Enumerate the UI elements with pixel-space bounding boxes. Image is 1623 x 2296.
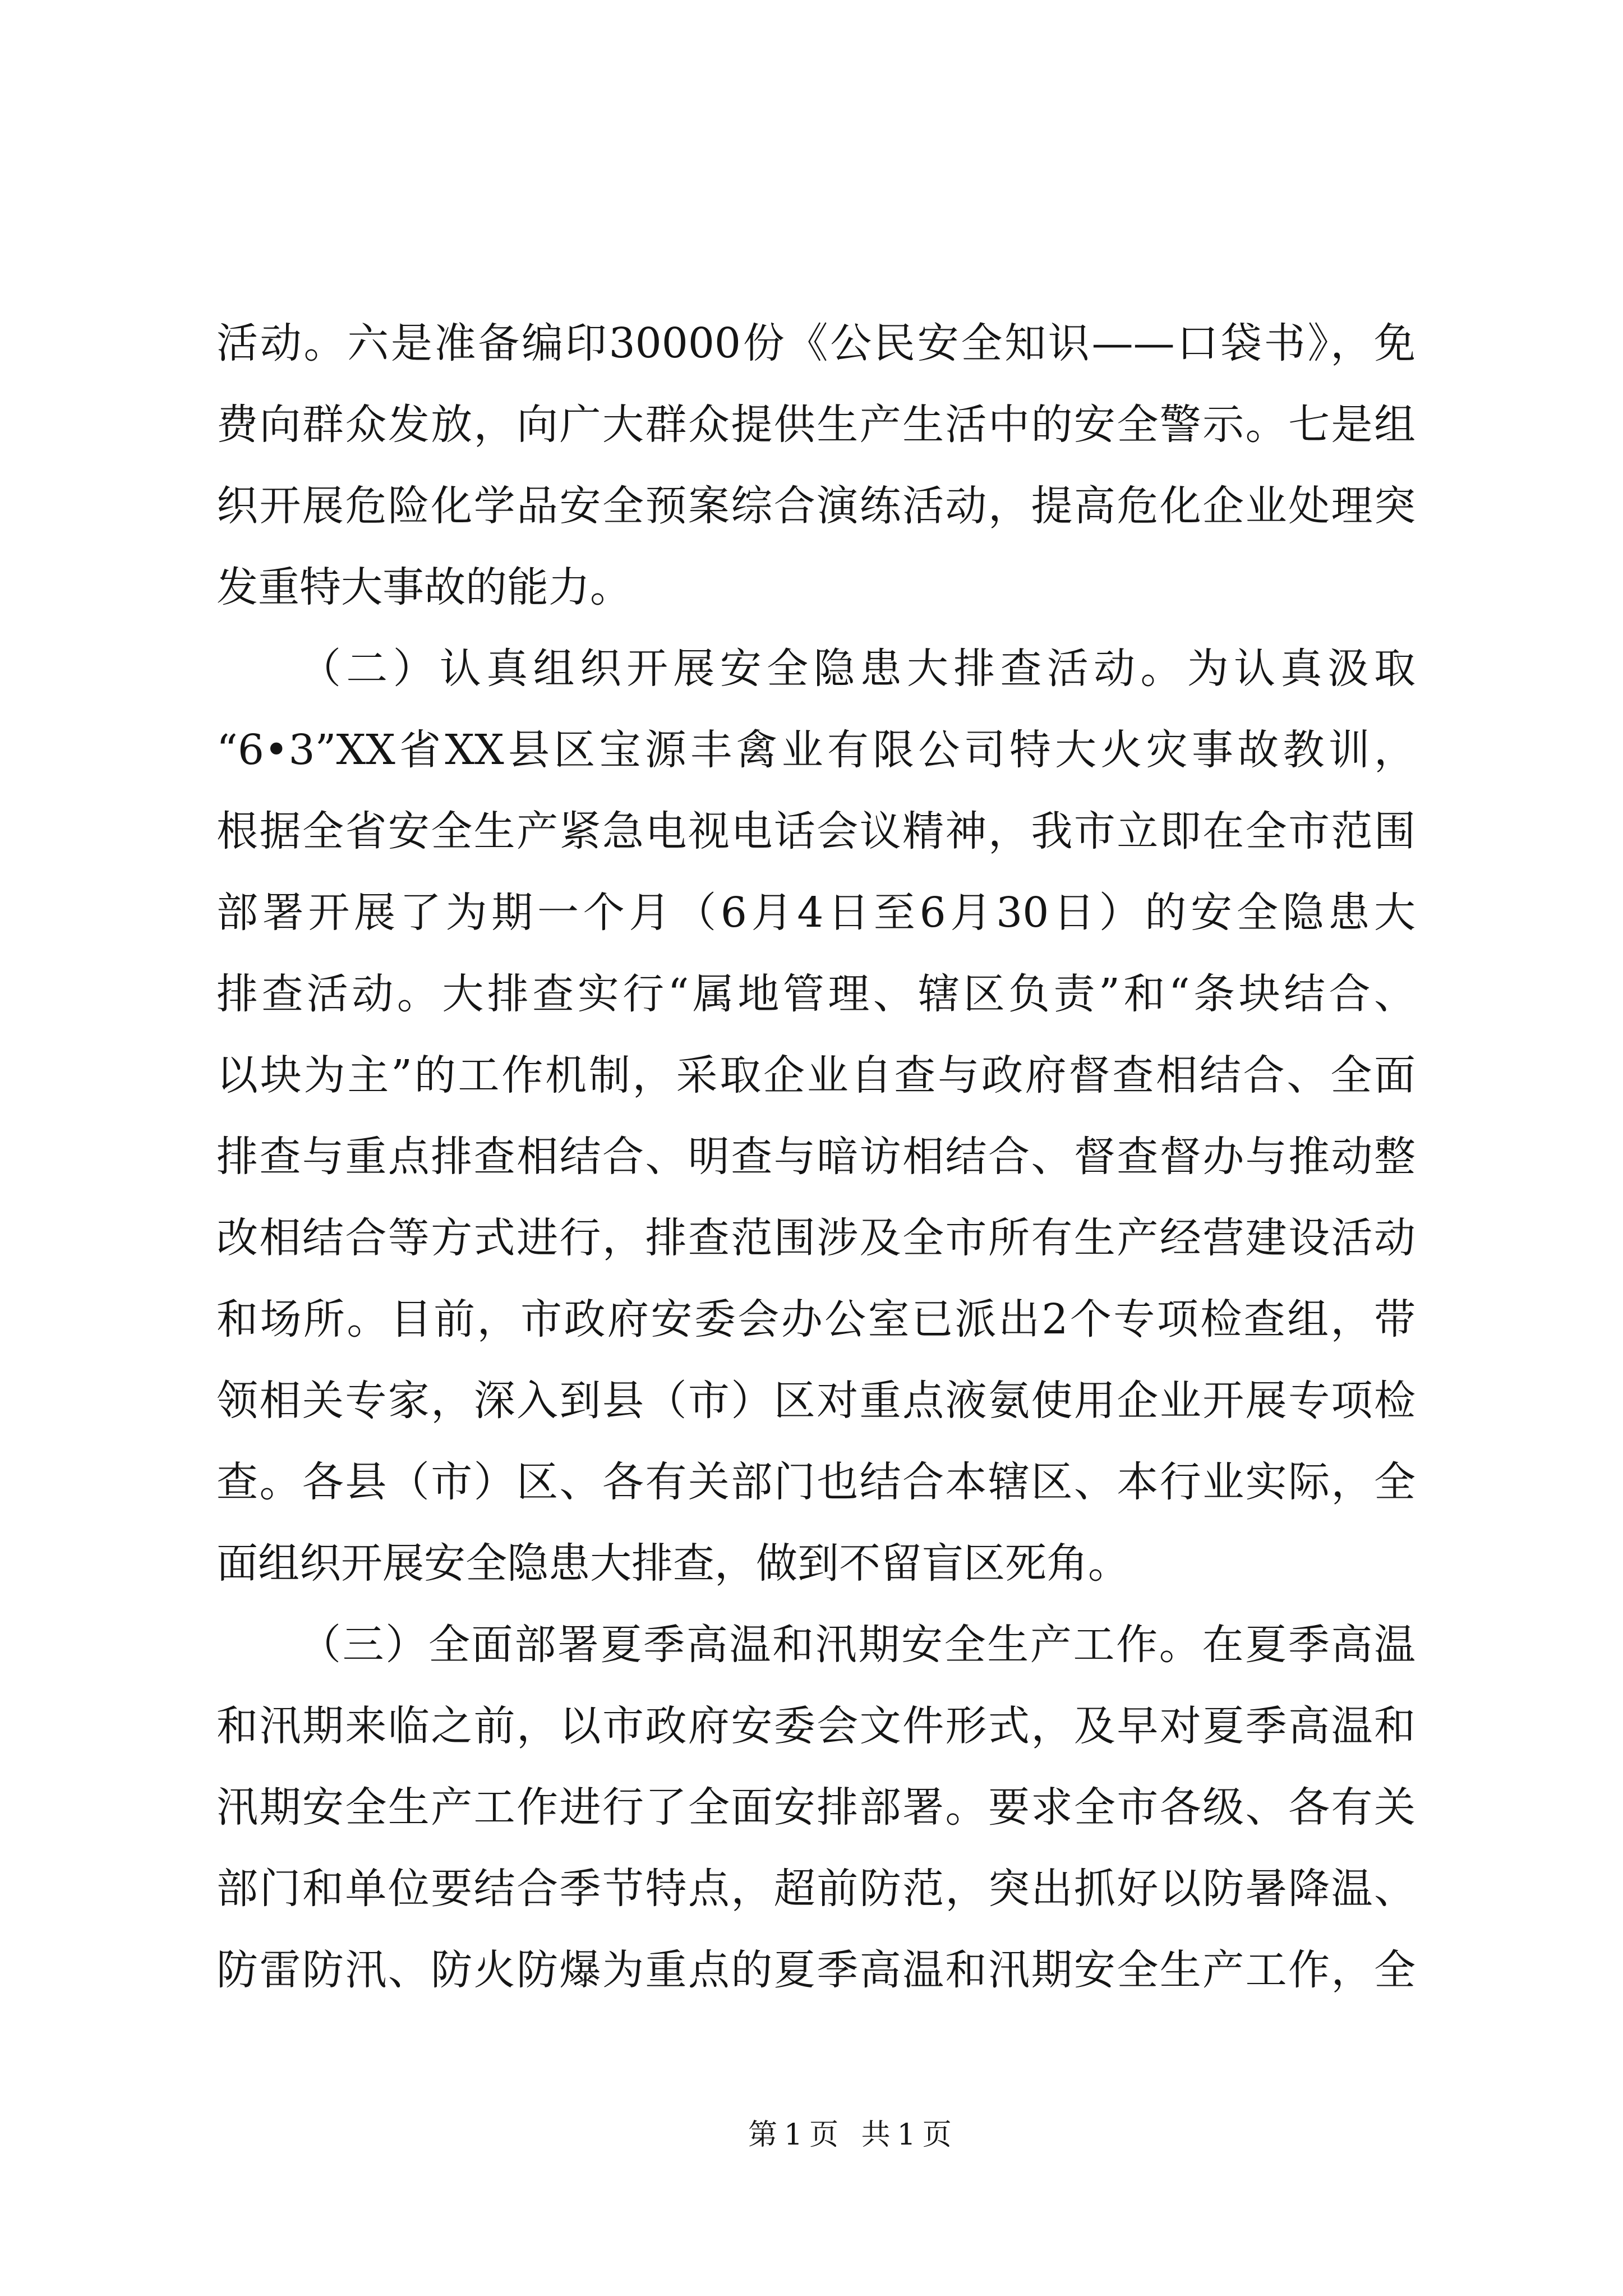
paragraph-section-3 (216, 1604, 1415, 2011)
text-line: 领相关专家，深入到县（市）区对重点液氨使用企业开展专项检 (216, 1377, 1415, 1425)
paragraph-continued (216, 303, 1415, 628)
text-line: 以块为主”的工作机制，采取企业自查与政府督查相结合、全面 (216, 1051, 1415, 1099)
text-line: 防雷防汛、防火防爆为重点的夏季高温和汛期安全生产工作，全 (216, 1946, 1415, 1994)
text-line: “6•3”XX省XX县区宝源丰禽业有限公司特大火灾事故教训， (216, 726, 1415, 774)
text-line: 排查与重点排查相结合、明查与暗访相结合、督查督办与推动整 (216, 1133, 1415, 1181)
text-line: 织开展危险化学品安全预案综合演练活动，提高危化企业处理突 (216, 482, 1415, 530)
text-line: 和汛期来临之前，以市政府安委会文件形式，及早对夏季高温和 (216, 1702, 1415, 1750)
text-line: 和场所。目前，市政府安委会办公室已派出2个专项检查组，带 (216, 1295, 1415, 1343)
text-line: 发重特大事故的能力。 (216, 563, 631, 611)
text-line: 查。各县（市）区、各有关部门也结合本辖区、本行业实际，全 (216, 1458, 1415, 1506)
text-line: （二）认真组织开展安全隐患大排查活动。为认真汲取 (299, 645, 1415, 693)
text-line: 面组织开展安全隐患大排查，做到不留盲区死角。 (216, 1539, 1129, 1588)
document-body (216, 303, 1415, 2011)
text-line: 改相结合等方式进行，排查范围涉及全市所有生产经营建设活动 (216, 1214, 1415, 1262)
text-line: （三）全面部署夏季高温和汛期安全生产工作。在夏季高温 (299, 1621, 1415, 1669)
text-line: 排查活动。大排查实行“属地管理、辖区负责”和“条块结合、 (216, 970, 1415, 1018)
text-line: 汛期安全生产工作进行了全面安排部署。要求全市各级、各有关 (216, 1783, 1415, 1832)
paragraph-section-2 (216, 628, 1415, 1604)
text-line: 根据全省安全生产紧急电视电话会议精神，我市立即在全市范围 (216, 807, 1415, 855)
page-footer: 第1页 共1页 (748, 2118, 958, 2152)
text-line: 部门和单位要结合季节特点，超前防范，突出抓好以防暑降温、 (216, 1865, 1415, 1913)
text-line: 部署开展了为期一个月（6月4日至6月30日）的安全隐患大 (216, 889, 1415, 937)
text-line: 活动。六是准备编印30000份《公民安全知识——口袋书》，免 (216, 319, 1415, 367)
text-line: 费向群众发放，向广大群众提供生产生活中的安全警示。七是组 (216, 401, 1415, 449)
